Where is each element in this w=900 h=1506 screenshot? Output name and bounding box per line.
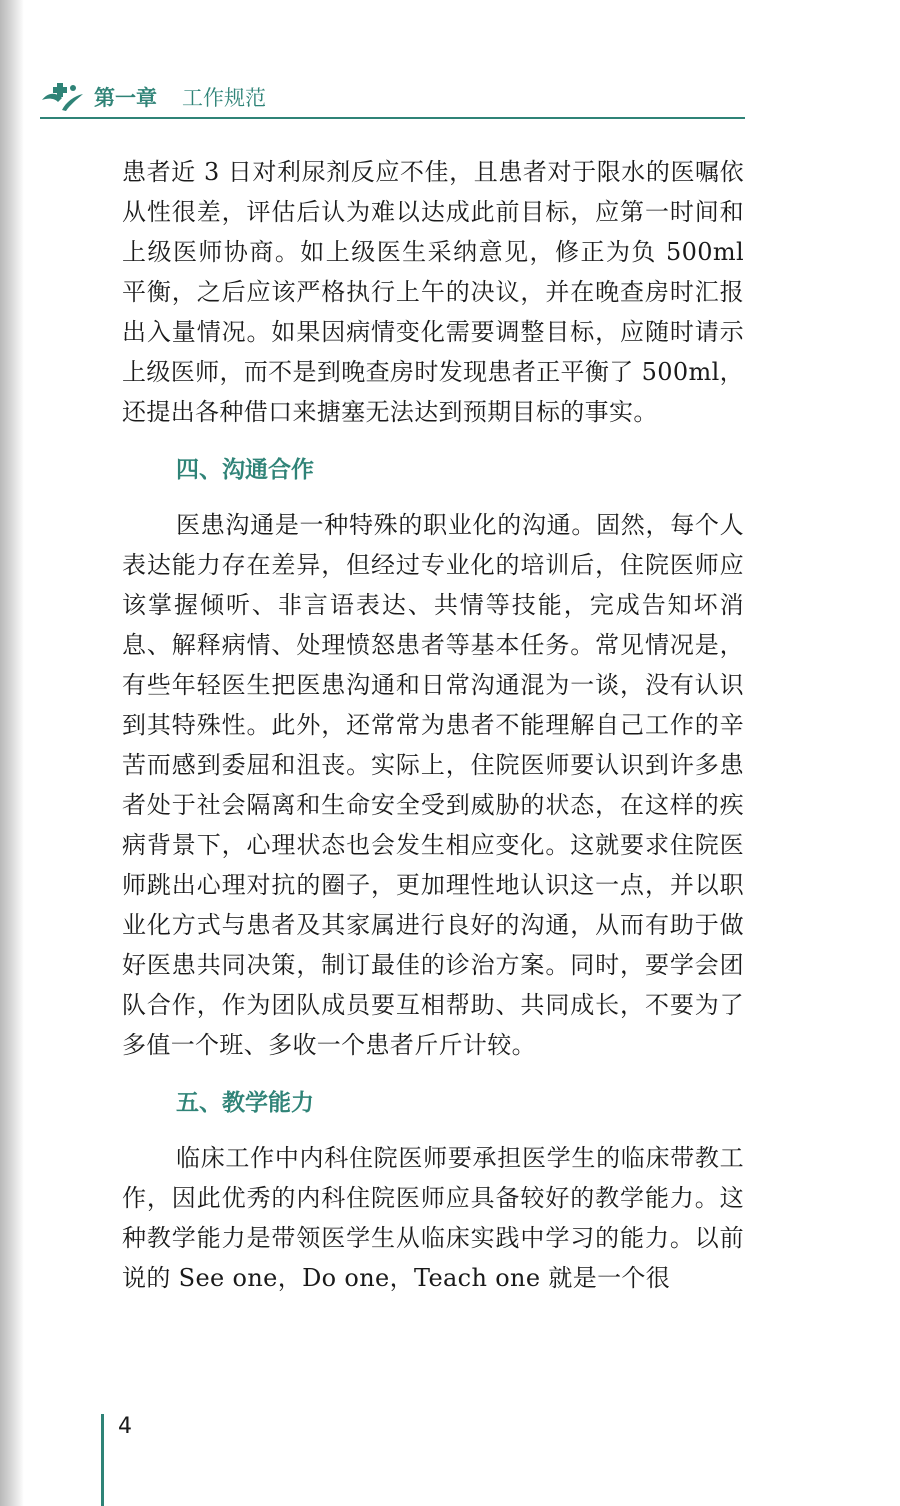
header-divider: [40, 117, 745, 119]
body-paragraph-teaching: 临床工作中内科住院医师要承担医学生的临床带教工作，因此优秀的内科住院医师应具备较好的教学能力。这种教学能力是带领医学生从临床实践中学习的能力。以前说的 See one，Do one，Teach one 就是一个很: [122, 1144, 744, 1292]
medical-cross-figure-logo-icon: [40, 80, 84, 112]
page-number: 4: [118, 1414, 132, 1439]
page-body: [122, 152, 744, 1298]
body-paragraph-continued: 患者近 3 日对利尿剂反应不佳，且患者对于限水的医嘱依从性很差，评估后认为难以达成此前目标，应第一时间和上级医师协商。如上级医生采纳意见，修正为负 500ml 平衡，之后应该严格执行上午的决议，并在晚查房时汇报出入量情况。如果因病情变化需要调整目标，应随时请示上级医师，而不是到晚查房时发现患者正平衡了 500ml，还提出各种借口来搪塞无法达到预期目标的事实。: [122, 158, 744, 426]
footer-vertical-rule: [101, 1414, 104, 1506]
running-header: [40, 78, 745, 118]
section-heading-communication: 四、沟通合作: [176, 457, 314, 483]
body-paragraph-communication: 医患沟通是一种特殊的职业化的沟通。固然，每个人表达能力存在差异，但经过专业化的培训后，住院医师应该掌握倾听、非言语表达、共情等技能，完成告知坏消息、解释病情、处理愤怒患者等基本任务。常见情况是，有些年轻医生把医患沟通和日常沟通混为一谈，没有认识到其特殊性。此外，还常常为患者不能理解自己工作的辛苦而感到委屈和沮丧。实际上，住院医师要认识到许多患者处于社会隔离和生命安全受到威胁的状态，在这样的疾病背景下，心理状态也会发生相应变化。这就要求住院医师跳出心理对抗的圈子，更加理性地认识这一点，并以职业化方式与患者及其家属进行良好的沟通，从而有助于做好医患共同决策，制订最佳的诊治方案。同时，要学会团队合作，作为团队成员要互相帮助、共同成长，不要为了多值一个班、多收一个患者斤斤计较。: [122, 511, 744, 1059]
section-heading-teaching: 五、教学能力: [176, 1090, 314, 1116]
chapter-label: 第一章: [94, 86, 157, 110]
chapter-title: 工作规范: [182, 86, 266, 110]
book-spine-shadow: [0, 0, 24, 1506]
